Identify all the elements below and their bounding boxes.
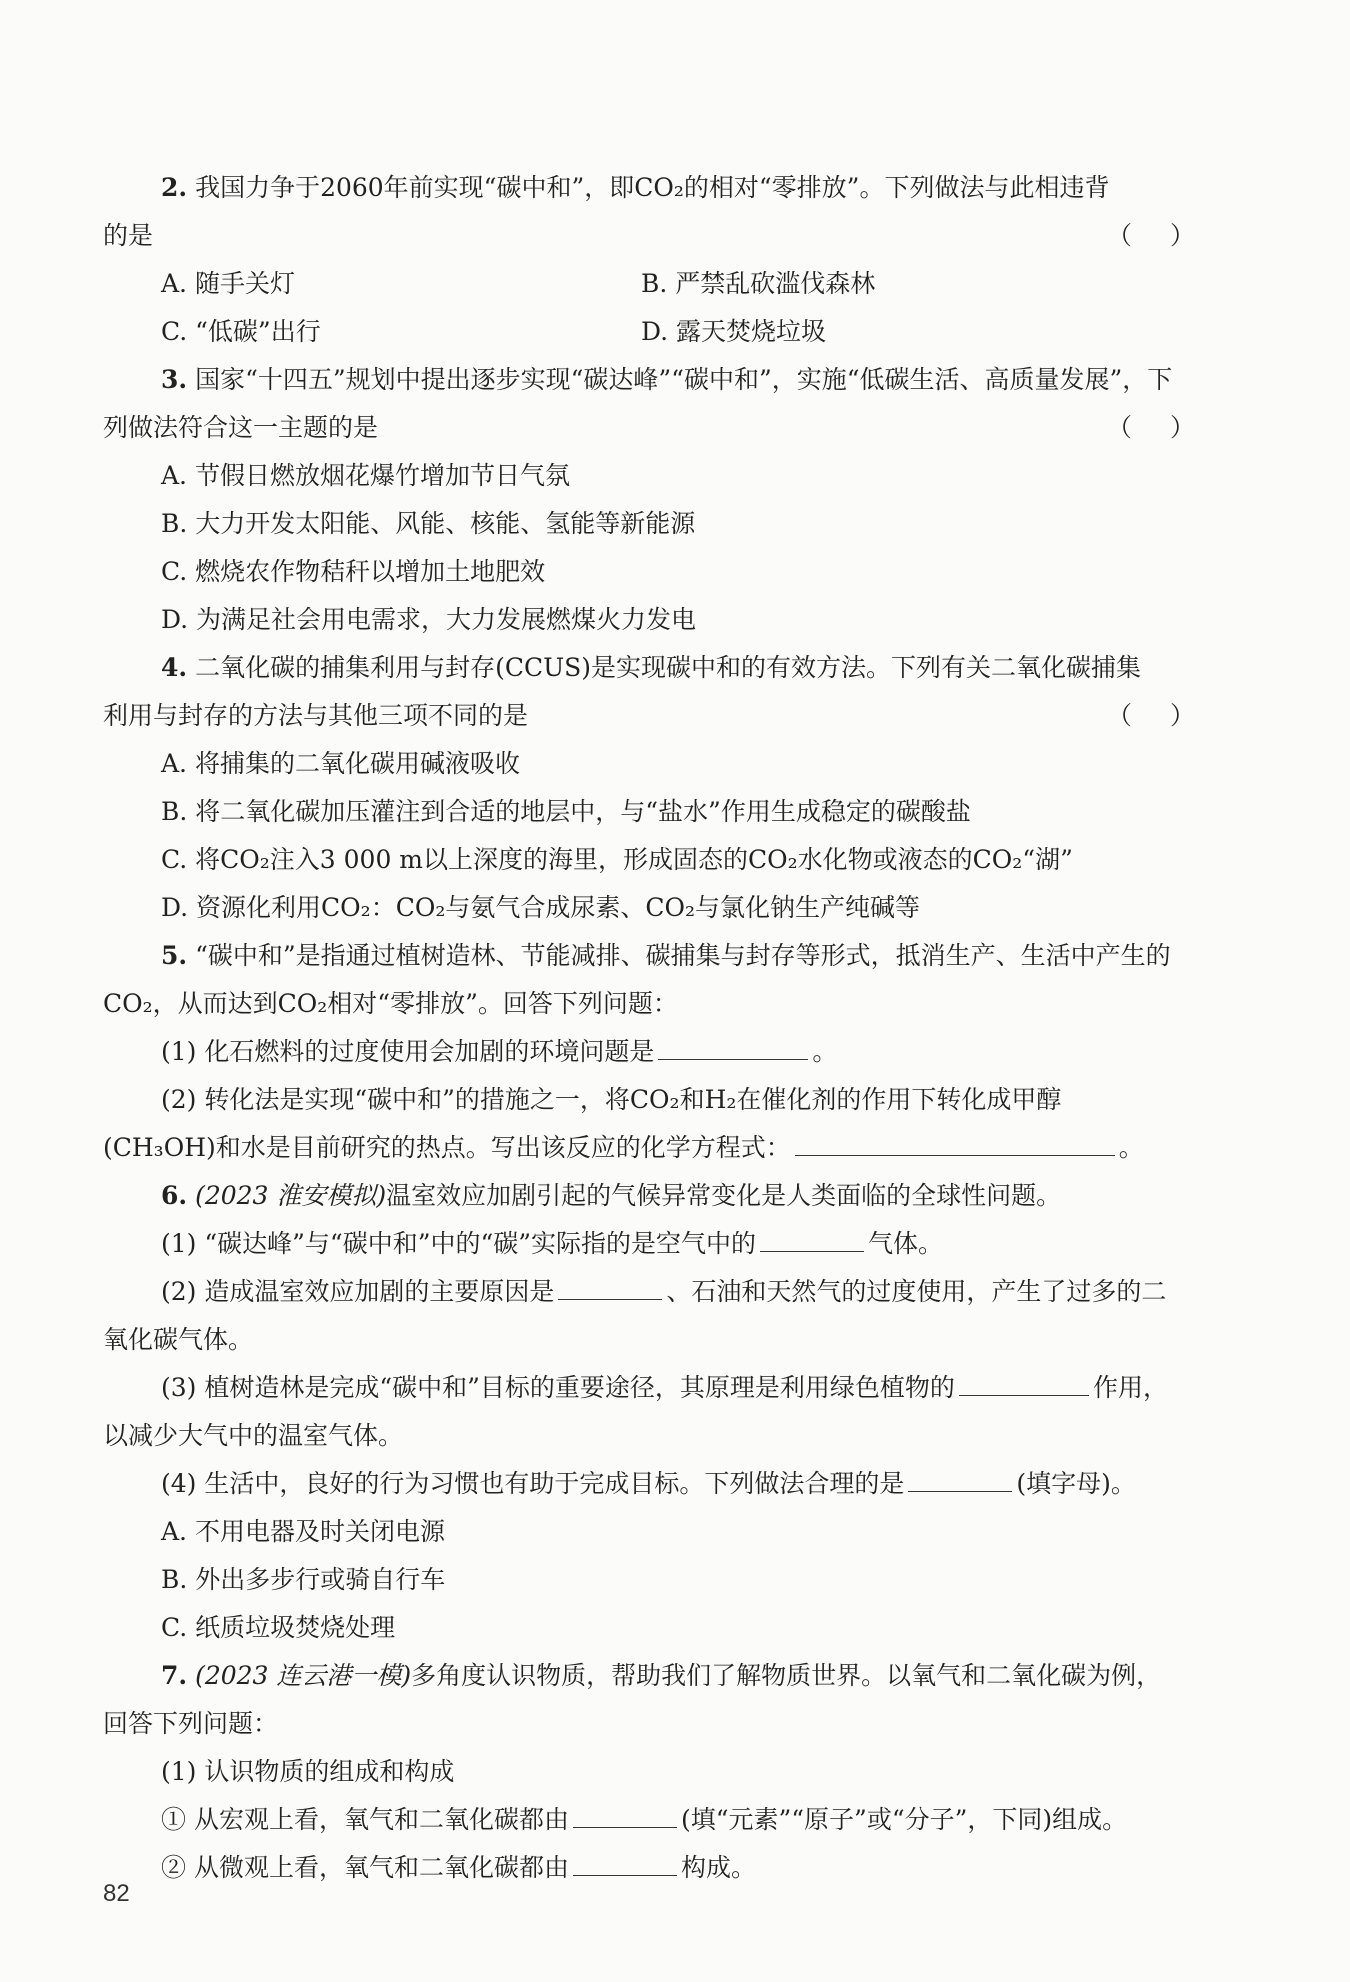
q3-option-a: A. 节假日燃放烟花爆竹增加节日气氛 [161, 461, 570, 490]
q4-option-b: B. 将二氧化碳加压灌注到合适的地层中，与“盐水”作用生成稳定的碳酸盐 [161, 797, 971, 826]
q6-sub2-line2: 氧化碳气体。 [103, 1325, 254, 1354]
q4-stem-cont: 利用与封存的方法与其他三项不同的是 [103, 701, 529, 730]
q6-sub4-end: (填字母)。 [1016, 1469, 1136, 1498]
q6-option-b: B. 外出多步行或骑自行车 [161, 1565, 446, 1594]
q4-stem: 二氧化碳的捕集利用与封存(CCUS)是实现碳中和的有效方法。下列有关二氧化碳捕集 [195, 653, 1142, 682]
q7-circle1-blank[interactable] [573, 1797, 677, 1828]
q5-sub2-end: 。 [1118, 1133, 1144, 1162]
q2-stem-cont: 的是 [103, 221, 154, 250]
q3-option-c: C. 燃烧农作物秸秆以增加土地肥效 [161, 557, 546, 586]
q5-sub2-line2 [103, 1124, 1243, 1172]
q5-line1 [103, 932, 1243, 980]
q6-option-a: A. 不用电器及时关闭电源 [161, 1517, 445, 1546]
q6-sub2-end: 、石油和天然气的过度使用，产生了过多的二 [666, 1277, 1167, 1306]
q3-option-b: B. 大力开发太阳能、风能、核能、氢能等新能源 [161, 509, 696, 538]
q5-sub1-text: (1) 化石燃料的过度使用会加剧的环境问题是 [161, 1037, 655, 1066]
q5-sub2-line1: (2) 转化法是实现“碳中和”的措施之一，将CO₂和H₂在催化剂的作用下转化成甲醇 [161, 1085, 1062, 1114]
q6-sub2 [103, 1268, 1243, 1316]
q3-number: 3. [161, 365, 188, 394]
q6-number: 6. [161, 1181, 188, 1210]
q3-option-d: D. 为满足社会用电需求，大力发展燃煤火力发电 [161, 605, 697, 634]
q6-sub1-blank[interactable] [760, 1221, 864, 1252]
q7-circle2-end: 构成。 [680, 1853, 756, 1882]
q7-line2: 回答下列问题： [103, 1709, 279, 1738]
q6-stem: 温室效应加剧引起的气候异常变化是人类面临的全球性问题。 [386, 1181, 1062, 1210]
q4-number: 4. [161, 653, 188, 682]
q5-sub1 [103, 1028, 1243, 1076]
q6-sub3 [103, 1364, 1243, 1412]
q6-sub3-line2: 以减少大气中的温室气体。 [103, 1421, 404, 1450]
q7-source: (2023 连云港一模) [195, 1661, 412, 1690]
q6-sub4-blank[interactable] [908, 1461, 1012, 1492]
q3-line1 [103, 356, 1243, 404]
q2-option-a: A. 随手关灯 [161, 269, 295, 298]
q6-sub1 [103, 1220, 1243, 1268]
q7-circle2 [103, 1844, 1243, 1892]
q2-option-d: D. 露天焚烧垃圾 [641, 317, 827, 346]
q2-stem: 我国力争于2060年前实现“碳中和”，即CO₂的相对“零排放”。下列做法与此相违背 [195, 173, 1110, 202]
page-number: 82 [103, 1880, 130, 1907]
q6-sub3-end: 作用， [1092, 1373, 1168, 1402]
q2-options-row2 [103, 308, 1243, 356]
q3-line2 [103, 404, 1243, 452]
q5-number: 5. [161, 941, 188, 970]
q7-circle2-blank[interactable] [573, 1845, 677, 1876]
q5-stem: “碳中和”是指通过植树造林、节能减排、碳捕集与封存等形式，抵消生产、生活中产生的 [195, 941, 1171, 970]
q3-stem: 国家“十四五”规划中提出逐步实现“碳达峰”“碳中和”，实施“低碳生活、高质量发展”，下 [195, 365, 1173, 394]
q4-line2 [103, 692, 1243, 740]
q7-stem: 多角度认识物质，帮助我们了解物质世界。以氧气和二氧化碳为例， [411, 1661, 1162, 1690]
q6-sub3-blank[interactable] [959, 1365, 1089, 1396]
q2-options-row1 [103, 260, 1243, 308]
q7-line1 [103, 1652, 1243, 1700]
q3-answer-paren: （） [1106, 413, 1233, 442]
q5-sub2-text: (CH₃OH)和水是目前研究的热点。写出该反应的化学方程式： [103, 1133, 791, 1162]
q6-sub4-text: (4) 生活中，良好的行为习惯也有助于完成目标。下列做法合理的是 [161, 1469, 905, 1498]
q2-number: 2. [161, 173, 188, 202]
q6-line1 [103, 1172, 1243, 1220]
q6-sub1-text: (1) “碳达峰”与“碳中和”中的“碳”实际指的是空气中的 [161, 1229, 757, 1258]
q4-option-c: C. 将CO₂注入3 000 m以上深度的海里，形成固态的CO₂水化物或液态的CO₂“湖” [161, 845, 1073, 874]
q7-circle1 [103, 1796, 1243, 1844]
q5-sub1-blank[interactable] [658, 1029, 808, 1060]
q6-sub1-end: 气体。 [868, 1229, 944, 1258]
q5-sub2-blank[interactable] [795, 1125, 1115, 1156]
q2-option-b: B. 严禁乱砍滥伐森林 [641, 269, 876, 298]
q6-sub3-text: (3) 植树造林是完成“碳中和”目标的重要途径，其原理是利用绿色植物的 [161, 1373, 955, 1402]
q6-source: (2023 淮安模拟) [195, 1181, 387, 1210]
q7-sub1: (1) 认识物质的组成和构成 [161, 1757, 455, 1786]
q6-sub4 [103, 1460, 1243, 1508]
q7-number: 7. [161, 1661, 188, 1690]
q2-line2 [103, 212, 1243, 260]
q6-option-c: C. 纸质垃圾焚烧处理 [161, 1613, 396, 1642]
q6-sub2-text: (2) 造成温室效应加剧的主要原因是 [161, 1277, 555, 1306]
q3-stem-cont: 列做法符合这一主题的是 [103, 413, 379, 442]
q5-line2: CO₂，从而达到CO₂相对“零排放”。回答下列问题： [103, 989, 678, 1018]
q7-circle2-text: ② 从微观上看，氧气和二氧化碳都由 [161, 1853, 569, 1882]
q7-circle1-text: ① 从宏观上看，氧气和二氧化碳都由 [161, 1805, 569, 1834]
question-content [103, 164, 1243, 1892]
q4-option-d: D. 资源化利用CO₂：CO₂与氨气合成尿素、CO₂与氯化钠生产纯碱等 [161, 893, 920, 922]
q6-sub2-blank[interactable] [558, 1269, 662, 1300]
q7-circle1-end: (填“元素”“原子”或“分子”，下同)组成。 [680, 1805, 1128, 1834]
q2-answer-paren: （） [1106, 221, 1233, 250]
q4-answer-paren: （） [1106, 701, 1233, 730]
q4-line1 [103, 644, 1243, 692]
q2-line1 [103, 164, 1243, 212]
q4-option-a: A. 将捕集的二氧化碳用碱液吸收 [161, 749, 520, 778]
q2-option-c: C. “低碳”出行 [161, 317, 321, 346]
q5-sub1-end: 。 [812, 1037, 838, 1066]
